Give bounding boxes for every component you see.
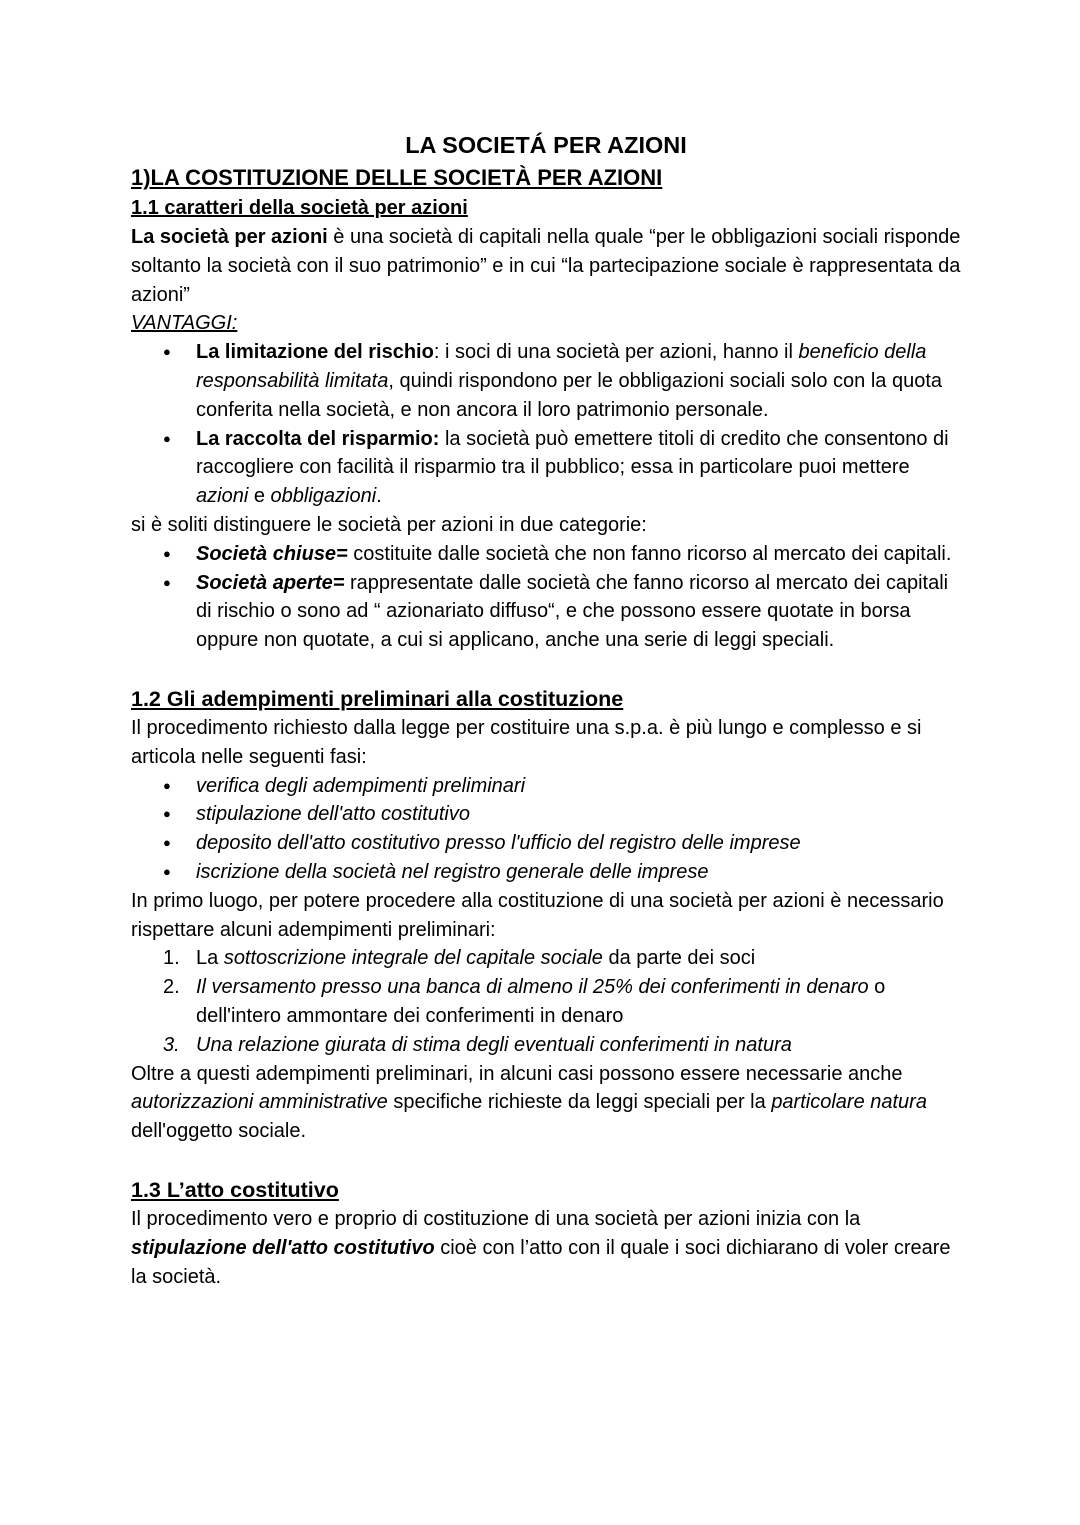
paragraph bbox=[131, 1205, 961, 1291]
spacer bbox=[131, 655, 961, 684]
document-title: LA SOCIETÁ PER AZIONI bbox=[405, 132, 687, 158]
definition-paragraph bbox=[131, 223, 961, 309]
list-item bbox=[196, 829, 961, 858]
list-number: 1. bbox=[163, 947, 180, 970]
vantaggi-list bbox=[131, 338, 961, 511]
bold-term: La limitazione del rischio bbox=[196, 341, 434, 364]
categorie-intro: si è soliti distinguere le società per azioni in due categorie: bbox=[131, 513, 647, 536]
list-number: 2. bbox=[163, 976, 180, 999]
list-item bbox=[196, 772, 961, 801]
paragraph bbox=[131, 1060, 961, 1146]
text: da parte dei soci bbox=[602, 947, 756, 970]
bold-term: La raccolta del risparmio: bbox=[196, 427, 440, 450]
text: e bbox=[248, 485, 271, 508]
italic-text: stipulazione dell'atto costitutivo bbox=[196, 803, 470, 826]
italic-text: azioni bbox=[196, 485, 249, 508]
subsection-heading-1-3: 1.3 L’atto costitutivo bbox=[131, 1177, 339, 1202]
categorie-list bbox=[131, 540, 961, 655]
italic-text: autorizzazioni amministrative bbox=[131, 1091, 388, 1114]
list-item bbox=[196, 800, 961, 829]
text: , quindi rispondono per le obbligazioni sociali solo con la quota conferita nella società, e non ancora il loro patrimonio personale. bbox=[196, 369, 943, 421]
italic-text: sottoscrizione integrale del capitale sociale bbox=[223, 947, 603, 970]
bold-italic-term: Società chiuse= bbox=[196, 542, 348, 565]
list-item bbox=[196, 338, 961, 424]
list-item bbox=[163, 944, 961, 973]
fasi-list bbox=[131, 772, 961, 887]
text: specifiche richieste da leggi speciali per la bbox=[387, 1091, 772, 1114]
italic-text: beneficio della responsabilità limitata bbox=[196, 341, 927, 392]
adempimenti-list bbox=[131, 944, 961, 1059]
spacer bbox=[131, 1146, 961, 1175]
text: dell'oggetto sociale. bbox=[131, 1120, 307, 1143]
list-item bbox=[196, 858, 961, 887]
section-heading: 1)LA COSTITUZIONE DELLE SOCIETÀ PER AZIONI bbox=[131, 165, 663, 190]
italic-text: obbligazioni bbox=[270, 485, 377, 508]
text: costituite dalle società che non fanno ricorso al mercato dei capitali. bbox=[347, 542, 952, 565]
text: Il procedimento vero e proprio di costituzione di una società per azioni inizia con la bbox=[131, 1207, 861, 1230]
text: cioè con l’atto con il quale i soci dichiarano di voler creare la società. bbox=[131, 1236, 951, 1288]
italic-text: iscrizione della società nel registro generale delle imprese bbox=[196, 860, 709, 883]
italic-text: particolare natura bbox=[771, 1091, 927, 1114]
list-item bbox=[196, 569, 961, 655]
bold-term: La società per azioni bbox=[131, 226, 328, 248]
list-number: 3. bbox=[163, 1033, 180, 1056]
text: Oltre a questi adempimenti preliminari, in alcuni casi possono essere necessarie anche bbox=[131, 1062, 903, 1085]
bold-italic-term: Società aperte= bbox=[196, 571, 345, 594]
document-page bbox=[131, 128, 961, 1291]
list-item bbox=[196, 425, 961, 511]
subsection-heading-1-2: 1.2 Gli adempimenti preliminari alla costituzione bbox=[131, 686, 624, 711]
paragraph-text: è una società di capitali nella quale “per le obbligazioni sociali risponde soltanto la società con il suo patrimonio” e in cui “la partecipazione sociale è rappresentata da azioni” bbox=[131, 226, 961, 306]
text: o dell'intero ammontare dei conferimenti in denaro bbox=[196, 976, 886, 1027]
paragraph: In primo luogo, per potere procedere alla costituzione di una società per azioni è necessario rispettare alcuni adempimenti preliminari: bbox=[131, 889, 944, 941]
list-item bbox=[196, 540, 961, 569]
italic-text: Una relazione giurata di stima degli eventuali conferimenti in natura bbox=[196, 1033, 792, 1056]
italic-text: verifica degli adempimenti preliminari bbox=[196, 774, 526, 797]
text: La bbox=[196, 947, 224, 970]
italic-text: deposito dell'atto costitutivo presso l'ufficio del registro delle imprese bbox=[196, 832, 801, 855]
bold-italic-term: stipulazione dell'atto costitutivo bbox=[131, 1236, 435, 1259]
list-item bbox=[163, 1031, 961, 1060]
text: rappresentate dalle società che fanno ricorso al mercato dei capitali di rischio o sono ad “ azionariato diffuso“, e che possono essere quotate in borsa oppure non quotate, a cui si applicano, anche una serie di leggi speciali. bbox=[196, 571, 949, 652]
italic-text: Il versamento presso una banca di almeno il 25% dei conferimenti in denaro bbox=[196, 976, 869, 999]
paragraph: Il procedimento richiesto dalla legge per costituire una s.p.a. è più lungo e complesso e si articola nelle seguenti fasi: bbox=[131, 716, 922, 768]
subsection-heading-1-1: 1.1 caratteri della società per azioni bbox=[131, 197, 468, 219]
text: . bbox=[376, 485, 382, 508]
list-item bbox=[163, 973, 961, 1031]
text: la società può emettere titoli di credito che consentono di raccogliere con facilità il risparmio tra il pubblico; essa in particolare puoi mettere bbox=[196, 427, 949, 479]
text: : i soci di una società per azioni, hanno il bbox=[433, 341, 799, 364]
vantaggi-label: VANTAGGI: bbox=[131, 312, 238, 335]
